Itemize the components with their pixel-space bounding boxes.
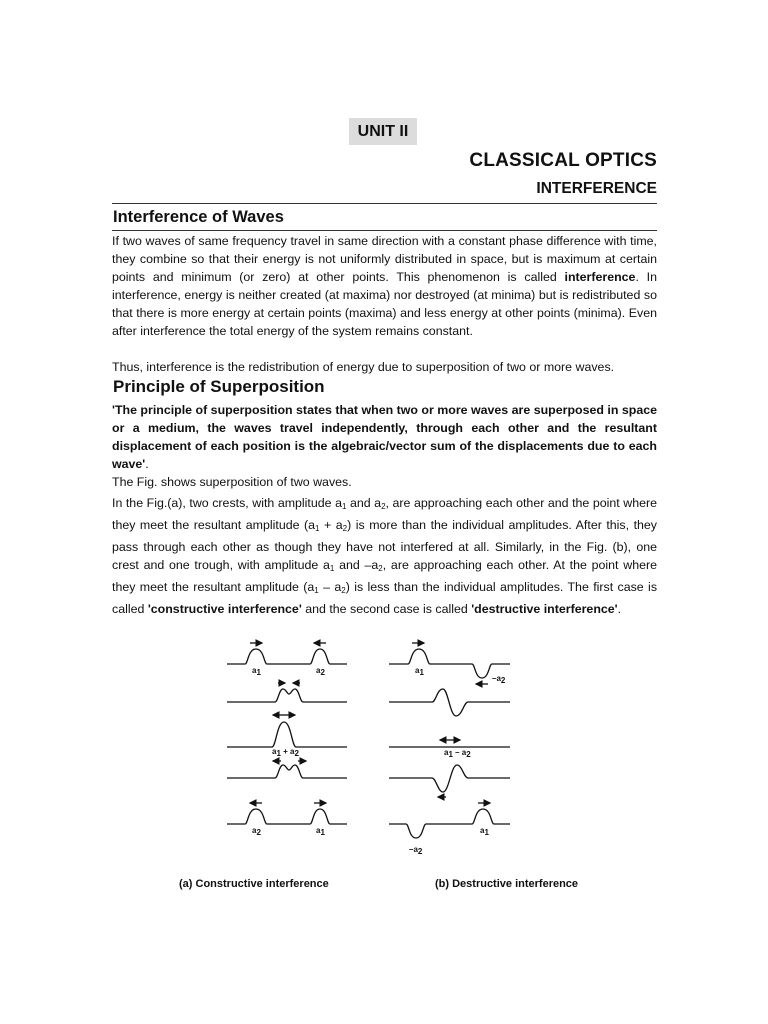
chapter-title: CLASSICAL OPTICS [469, 150, 657, 171]
caption-constructive: (a) Constructive interference [179, 878, 329, 890]
section-heading-interference: Interference of Waves [113, 208, 284, 226]
wave-row4-a [227, 765, 347, 778]
wave-row1-a [227, 649, 347, 664]
label-a2-row1a: $a_2$ [316, 666, 325, 677]
paragraph-redistribution: Thus, interference is the redistribution of energy due to superposition of two or more waves. [112, 360, 615, 374]
wave-row4-b [389, 765, 510, 792]
wave-row5-a [227, 809, 347, 824]
paragraph-fig-explanation: In the Fig.(a), two crests, with amplitude $a_1$ and $a_2$, are approaching each other and the point where they meet the resultant amplitude $(a_1 + a_2)$ is more than the individual amplitudes. After this, they pass through each other as though they have not interfered at all. Similarly, in the Fig. (b), one crest and one trough, with amplitude $a_1$ and $-a_2$, are approaching each other. At the point where they meet the resultant amplitude $(a_1 - a_2)$ is less than the individual amplitudes. The first case is called 'constructive interference' and the second case is called 'destructive interference'. [112, 496, 658, 616]
label-minus-a2-row5b: $-a_2$ [409, 845, 423, 856]
paragraph-fig-intro: The Fig. shows superposition of two waves. [112, 475, 352, 489]
paragraph-principle-quote: 'The principle of superposition states that when two or more waves are superposed in space or a medium, the waves travel independently, through each other and the resultant displacement of each position is the algebraic/vector sum of the displacements due to each wave'. [112, 403, 657, 471]
label-a1-row5b: $a_1$ [480, 826, 489, 837]
wave-row5-b [389, 809, 510, 838]
label-a2-row5a: $a_2$ [252, 826, 261, 837]
label-a1-row1a: $a_1$ [252, 666, 261, 677]
wave-row3-a [227, 722, 347, 747]
wave-row2-b [389, 689, 510, 716]
unit-label: UNIT II [349, 118, 417, 145]
label-a1-plus-a2: $a_1 + a_2$ [272, 747, 299, 758]
label-a1-row5a: $a_1$ [316, 826, 325, 837]
label-a1-row1b: $a_1$ [415, 666, 424, 677]
label-a1-minus-a2: $a_1 - a_2$ [444, 748, 471, 759]
wave-row2-a [227, 689, 347, 702]
chapter-subtitle: INTERFERENCE [536, 180, 657, 197]
section-heading-superposition: Principle of Superposition [113, 377, 325, 396]
paragraph-interference: If two waves of same frequency travel in same direction with a constant phase difference with time, they combine so that their energy is not uniformly distributed in space, but is maximum at certain points and minimum (or zero) at other points. This phenomenon is called interference. In interference, energy is neither created (at maxima) nor destroyed (at minima) but is redistributed so that there is more energy at certain points (maxima) and less energy at other points (minima). Even after interference the total energy of the system remains constant. [112, 234, 657, 338]
label-minus-a2-row1b: $-a_2$ [492, 674, 506, 685]
caption-destructive: (b) Destructive interference [435, 878, 579, 890]
